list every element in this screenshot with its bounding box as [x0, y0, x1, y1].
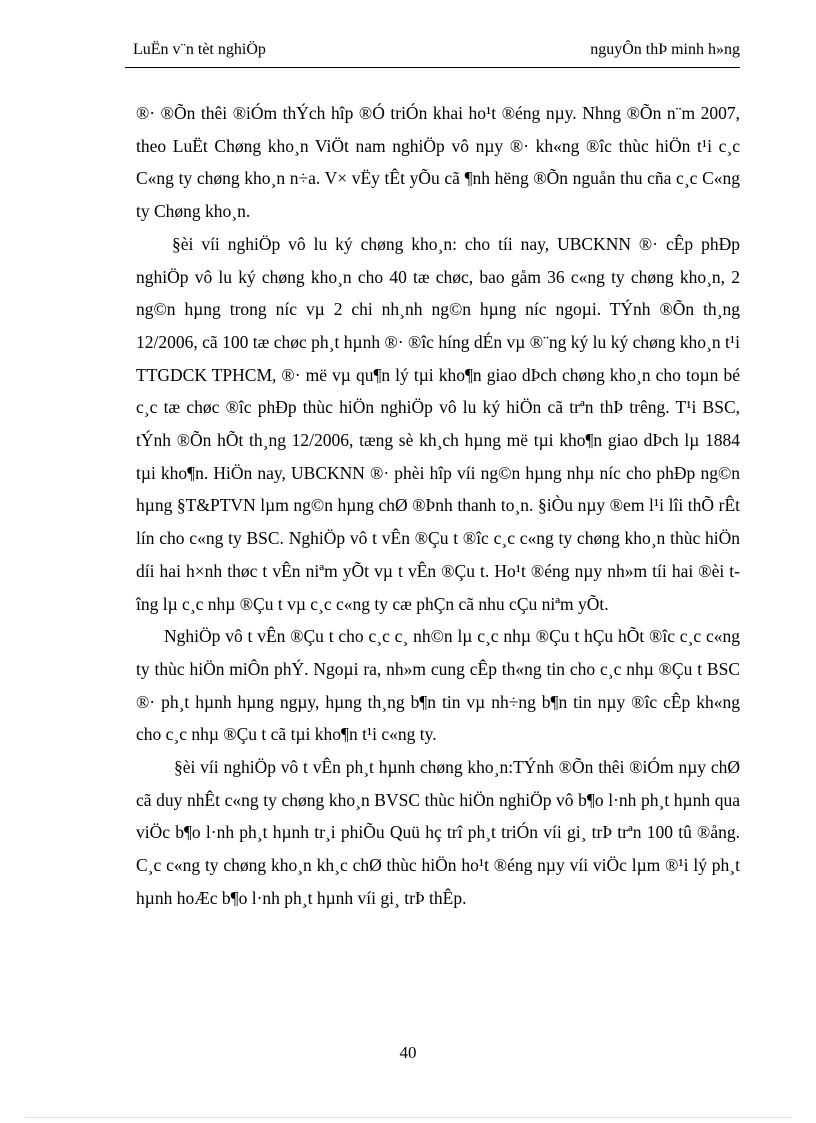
- document-body: [136, 97, 740, 915]
- page-header: [125, 36, 740, 66]
- header-thesis-title: LuËn v¨n tèt nghiÖp: [133, 41, 266, 58]
- paragraph-2: §èi víi nghiÖp vô lu ký chøng kho¸n: cho tíi nay, UBCKNN ®· cÊp phÐp nghiÖp vô lu ký chøng kho¸n cho 40 tæ chøc, bao gåm 36 c«ng ty chøng kho¸n, 2 ng©n hµng trong níc vµ 2 chi nh¸nh ng©n hµng níc ngoµi. TÝnh ®Õn th¸ng 12/2006, cã 100 tæ chøc ph¸t hµnh ®· ®îc híng dÉn vµ ®¨ng ký lu ký chøng kho¸n t¹i TTGDCK TPHCM, ®· më vµ qu¶n lý tµi kho¶n giao dÞch chøng kho¸n cho toµn bé c¸c tæ chøc ®îc phÐp thùc hiÖn nghiÖp vô lu ký hiÖn cã trªn thÞ trêng. T¹i BSC, tÝnh ®Õn hÕt th¸ng 12/2006, tæng sè kh¸ch hµng më tµi kho¶n giao dÞch lµ 1884 tµi kho¶n. HiÖn nay, UBCKNN ®· phèi hîp víi ng©n hµng nhµ níc cho phÐp ng©n hµng §T&PTVN lµm ng©n hµng chØ ®Þnh thanh to¸n. §iÒu nµy ®em l¹i lîi thÕ rÊt lín cho c«ng ty BSC. NghiÖp vô t vÊn ®Çu t ®îc c¸c c«ng ty chøng kho¸n thùc hiÖn díi hai h×nh thøc t vÊn niªm yÕt vµ t vÊn ®Çu t. Ho¹t ®éng nµy nh»m tíi hai ®èi tîng lµ c¸c nhµ ®Çu t vµ c¸c c«ng ty cæ phÇn cã nhu cÇu niªm yÕt.: [136, 233, 740, 614]
- paragraph-3: NghiÖp vô t vÊn ®Çu t cho c¸c c¸ nh©n lµ c¸c nhµ ®Çu t hÇu hÕt ®îc c¸c c«ng ty thùc hiÖn miÔn phÝ. Ngoµi ra, nh»m cung cÊp th«ng tin cho c¸c nhµ ®Çu t BSC ®· ph¸t hµnh hµng ngµy, hµng th¸ng b¶n tin vµ nh÷ng b¶n tin nµy ®îc cÊp kh«ng cho c¸c nhµ ®Çu t cã tµi kho¶n t¹i c«ng ty.: [136, 626, 740, 745]
- page-number: 40: [399, 1043, 417, 1062]
- header-divider: [125, 67, 740, 68]
- header-author-name: nguyÔn thÞ minh h»ng: [590, 41, 740, 58]
- paragraph-4: §èi víi nghiÖp vô t vÊn ph¸t hµnh chøng kho¸n:TÝnh ®Õn thêi ®iÓm nµy chØ cã duy nhÊt c«ng ty chøng kho¸n BVSC thùc hiÖn nghiÖp vô b¶o l·nh ph¸t hµnh qua viÖc b¶o l·nh ph¸t hµnh tr¸i phiÕu Quü hç trî ph¸t triÓn víi gi¸ trÞ trªn 100 tû ®ång. C¸c c«ng ty chøng kho¸n kh¸c chØ thùc hiÖn ho¹t ®éng nµy víi viÖc lµm ®¹i lý ph¸t hµnh hoÆc b¶o l·nh ph¸t hµnh víi gi¸ trÞ thÊp.: [136, 757, 740, 908]
- paragraph-1: ®· ®Õn thêi ®iÓm thÝch hîp ®Ó triÓn khai ho¹t ®éng nµy. Nhng ®Õn n¨m 2007, theo LuËt Chøng kho¸n ViÖt nam nghiÖp vô nµy ®· kh«ng ®îc thùc hiÖn t¹i c¸c C«ng ty chøng kho¸n n÷a. V× vËy tÊt yÕu cã ¶nh hëng ®Õn nguån thu cña c¸c C«ng ty Chøng kho¸n.: [136, 103, 740, 222]
- page-bottom-border: [25, 1117, 791, 1118]
